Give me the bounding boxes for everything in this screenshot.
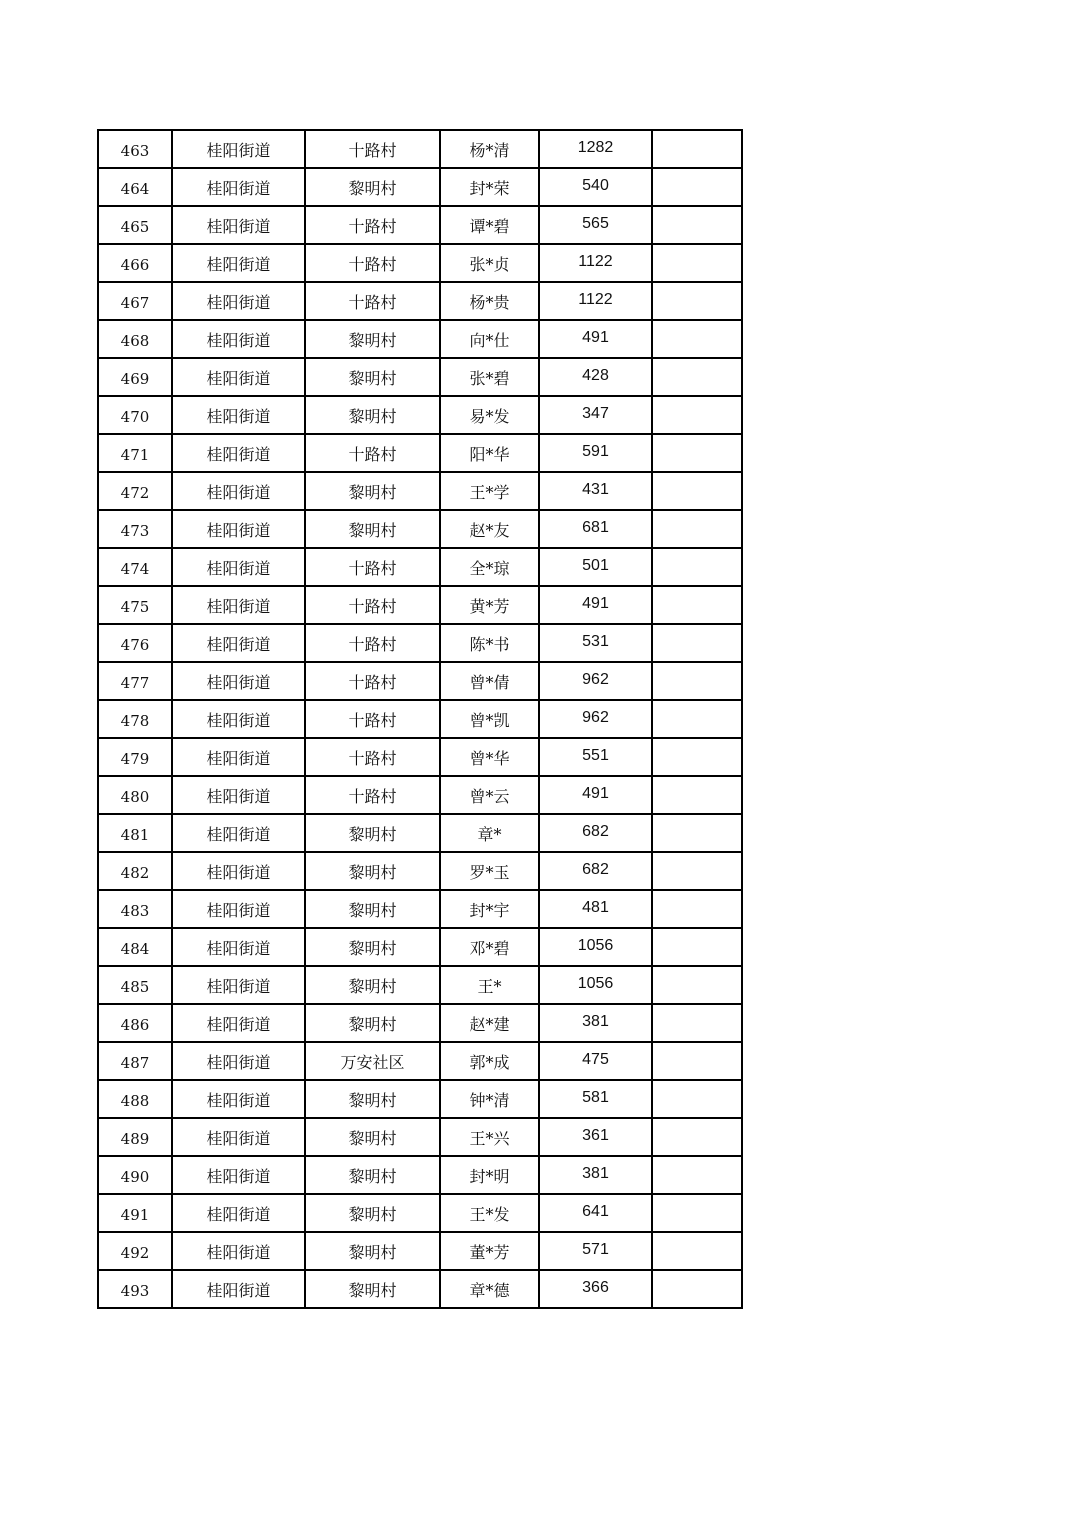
cell-amount: 381: [539, 1004, 652, 1042]
cell-amount: 551: [539, 738, 652, 776]
cell-seq: 472: [98, 472, 172, 510]
cell-street: 桂阳街道: [172, 244, 305, 282]
cell-street: 桂阳街道: [172, 814, 305, 852]
cell-amount: 581: [539, 1080, 652, 1118]
cell-note: [652, 510, 742, 548]
cell-name: 章*: [440, 814, 539, 852]
cell-street: 桂阳街道: [172, 358, 305, 396]
cell-amount: 361: [539, 1118, 652, 1156]
cell-note: [652, 396, 742, 434]
table-row: [98, 510, 742, 548]
table-row: [98, 1004, 742, 1042]
cell-note: [652, 206, 742, 244]
cell-amount: 431: [539, 472, 652, 510]
cell-seq: 467: [98, 282, 172, 320]
cell-seq: 478: [98, 700, 172, 738]
cell-note: [652, 776, 742, 814]
cell-name: 王*学: [440, 472, 539, 510]
table-row: [98, 472, 742, 510]
cell-amount: 1122: [539, 244, 652, 282]
cell-note: [652, 966, 742, 1004]
cell-village: 黎明村: [305, 814, 440, 852]
table-row: [98, 662, 742, 700]
roster-table: [97, 129, 743, 1309]
cell-name: 赵*友: [440, 510, 539, 548]
cell-village: 十路村: [305, 206, 440, 244]
cell-village: 十路村: [305, 130, 440, 168]
cell-note: [652, 358, 742, 396]
table-row: [98, 130, 742, 168]
cell-amount: 491: [539, 586, 652, 624]
cell-name: 封*荣: [440, 168, 539, 206]
cell-amount: 1122: [539, 282, 652, 320]
cell-village: 十路村: [305, 244, 440, 282]
cell-village: 十路村: [305, 282, 440, 320]
cell-note: [652, 1004, 742, 1042]
cell-village: 黎明村: [305, 966, 440, 1004]
cell-village: 黎明村: [305, 1118, 440, 1156]
cell-seq: 490: [98, 1156, 172, 1194]
cell-note: [652, 1270, 742, 1308]
cell-name: 曾*凯: [440, 700, 539, 738]
cell-village: 黎明村: [305, 1156, 440, 1194]
cell-note: [652, 738, 742, 776]
cell-name: 阳*华: [440, 434, 539, 472]
cell-amount: 475: [539, 1042, 652, 1080]
cell-village: 十路村: [305, 586, 440, 624]
cell-note: [652, 168, 742, 206]
cell-name: 封*宇: [440, 890, 539, 928]
cell-seq: 492: [98, 1232, 172, 1270]
table-row: [98, 928, 742, 966]
cell-amount: 1282: [539, 130, 652, 168]
cell-name: 黄*芳: [440, 586, 539, 624]
cell-note: [652, 434, 742, 472]
cell-village: 黎明村: [305, 1194, 440, 1232]
cell-seq: 463: [98, 130, 172, 168]
cell-amount: 962: [539, 700, 652, 738]
cell-village: 黎明村: [305, 320, 440, 358]
cell-amount: 1056: [539, 928, 652, 966]
cell-street: 桂阳街道: [172, 890, 305, 928]
cell-seq: 487: [98, 1042, 172, 1080]
cell-seq: 469: [98, 358, 172, 396]
cell-village: 黎明村: [305, 510, 440, 548]
cell-name: 封*明: [440, 1156, 539, 1194]
table-body: [98, 130, 742, 1308]
cell-seq: 464: [98, 168, 172, 206]
cell-note: [652, 852, 742, 890]
cell-amount: 501: [539, 548, 652, 586]
cell-amount: 531: [539, 624, 652, 662]
cell-village: 十路村: [305, 624, 440, 662]
table-row: [98, 1156, 742, 1194]
table-row: [98, 320, 742, 358]
cell-name: 易*发: [440, 396, 539, 434]
cell-street: 桂阳街道: [172, 1118, 305, 1156]
cell-street: 桂阳街道: [172, 1004, 305, 1042]
cell-seq: 480: [98, 776, 172, 814]
cell-amount: 681: [539, 510, 652, 548]
cell-village: 十路村: [305, 662, 440, 700]
table-row: [98, 244, 742, 282]
cell-village: 十路村: [305, 434, 440, 472]
table-row: [98, 358, 742, 396]
cell-street: 桂阳街道: [172, 548, 305, 586]
table-row: [98, 1080, 742, 1118]
cell-street: 桂阳街道: [172, 1042, 305, 1080]
cell-name: 张*贞: [440, 244, 539, 282]
table-row: [98, 966, 742, 1004]
cell-seq: 477: [98, 662, 172, 700]
table-row: [98, 1194, 742, 1232]
cell-name: 曾*华: [440, 738, 539, 776]
table-row: [98, 282, 742, 320]
cell-amount: 565: [539, 206, 652, 244]
cell-note: [652, 1232, 742, 1270]
cell-note: [652, 1194, 742, 1232]
cell-note: [652, 320, 742, 358]
table-row: [98, 434, 742, 472]
cell-note: [652, 1080, 742, 1118]
cell-village: 黎明村: [305, 1004, 440, 1042]
cell-street: 桂阳街道: [172, 624, 305, 662]
cell-street: 桂阳街道: [172, 1156, 305, 1194]
cell-village: 黎明村: [305, 890, 440, 928]
cell-note: [652, 244, 742, 282]
cell-seq: 479: [98, 738, 172, 776]
table-row: [98, 776, 742, 814]
cell-note: [652, 472, 742, 510]
cell-amount: 481: [539, 890, 652, 928]
table-row: [98, 700, 742, 738]
cell-seq: 483: [98, 890, 172, 928]
cell-note: [652, 586, 742, 624]
cell-village: 黎明村: [305, 928, 440, 966]
cell-amount: 540: [539, 168, 652, 206]
cell-village: 黎明村: [305, 168, 440, 206]
cell-note: [652, 662, 742, 700]
cell-name: 陈*书: [440, 624, 539, 662]
cell-village: 黎明村: [305, 1232, 440, 1270]
cell-seq: 465: [98, 206, 172, 244]
table-row: [98, 1042, 742, 1080]
cell-street: 桂阳街道: [172, 662, 305, 700]
cell-street: 桂阳街道: [172, 510, 305, 548]
cell-name: 谭*碧: [440, 206, 539, 244]
cell-name: 张*碧: [440, 358, 539, 396]
cell-name: 邓*碧: [440, 928, 539, 966]
cell-seq: 470: [98, 396, 172, 434]
cell-seq: 474: [98, 548, 172, 586]
cell-street: 桂阳街道: [172, 586, 305, 624]
cell-seq: 484: [98, 928, 172, 966]
cell-name: 钟*清: [440, 1080, 539, 1118]
cell-village: 十路村: [305, 738, 440, 776]
cell-village: 十路村: [305, 776, 440, 814]
cell-seq: 481: [98, 814, 172, 852]
cell-seq: 476: [98, 624, 172, 662]
cell-name: 罗*玉: [440, 852, 539, 890]
cell-street: 桂阳街道: [172, 776, 305, 814]
cell-name: 曾*倩: [440, 662, 539, 700]
cell-seq: 488: [98, 1080, 172, 1118]
table-row: [98, 206, 742, 244]
cell-street: 桂阳街道: [172, 434, 305, 472]
table-row: [98, 624, 742, 662]
cell-street: 桂阳街道: [172, 966, 305, 1004]
cell-amount: 381: [539, 1156, 652, 1194]
cell-street: 桂阳街道: [172, 472, 305, 510]
cell-street: 桂阳街道: [172, 738, 305, 776]
cell-name: 王*兴: [440, 1118, 539, 1156]
cell-street: 桂阳街道: [172, 282, 305, 320]
cell-village: 黎明村: [305, 852, 440, 890]
cell-name: 董*芳: [440, 1232, 539, 1270]
cell-village: 黎明村: [305, 1270, 440, 1308]
cell-amount: 491: [539, 776, 652, 814]
cell-street: 桂阳街道: [172, 168, 305, 206]
cell-seq: 466: [98, 244, 172, 282]
cell-note: [652, 130, 742, 168]
cell-street: 桂阳街道: [172, 1194, 305, 1232]
table-row: [98, 1118, 742, 1156]
cell-note: [652, 282, 742, 320]
cell-street: 桂阳街道: [172, 130, 305, 168]
cell-name: 王*发: [440, 1194, 539, 1232]
cell-village: 黎明村: [305, 1080, 440, 1118]
cell-name: 章*德: [440, 1270, 539, 1308]
cell-seq: 475: [98, 586, 172, 624]
table-row: [98, 396, 742, 434]
cell-name: 全*琼: [440, 548, 539, 586]
cell-village: 十路村: [305, 700, 440, 738]
cell-name: 杨*贵: [440, 282, 539, 320]
cell-note: [652, 1042, 742, 1080]
cell-note: [652, 548, 742, 586]
cell-seq: 493: [98, 1270, 172, 1308]
cell-note: [652, 814, 742, 852]
table-row: [98, 852, 742, 890]
cell-amount: 1056: [539, 966, 652, 1004]
cell-village: 万安社区: [305, 1042, 440, 1080]
cell-name: 向*仕: [440, 320, 539, 358]
cell-street: 桂阳街道: [172, 1232, 305, 1270]
table-row: [98, 548, 742, 586]
cell-seq: 486: [98, 1004, 172, 1042]
cell-amount: 591: [539, 434, 652, 472]
cell-note: [652, 890, 742, 928]
cell-village: 黎明村: [305, 396, 440, 434]
table-row: [98, 168, 742, 206]
cell-note: [652, 1156, 742, 1194]
cell-amount: 491: [539, 320, 652, 358]
cell-amount: 347: [539, 396, 652, 434]
cell-street: 桂阳街道: [172, 1080, 305, 1118]
cell-street: 桂阳街道: [172, 852, 305, 890]
cell-name: 王*: [440, 966, 539, 1004]
cell-note: [652, 928, 742, 966]
cell-note: [652, 700, 742, 738]
cell-seq: 471: [98, 434, 172, 472]
cell-name: 赵*建: [440, 1004, 539, 1042]
cell-village: 黎明村: [305, 358, 440, 396]
cell-seq: 482: [98, 852, 172, 890]
table-row: [98, 586, 742, 624]
cell-amount: 641: [539, 1194, 652, 1232]
cell-name: 曾*云: [440, 776, 539, 814]
cell-village: 十路村: [305, 548, 440, 586]
cell-note: [652, 1118, 742, 1156]
cell-amount: 962: [539, 662, 652, 700]
cell-street: 桂阳街道: [172, 700, 305, 738]
cell-amount: 428: [539, 358, 652, 396]
cell-amount: 366: [539, 1270, 652, 1308]
cell-seq: 485: [98, 966, 172, 1004]
table-row: [98, 890, 742, 928]
cell-village: 黎明村: [305, 472, 440, 510]
table-row: [98, 814, 742, 852]
cell-seq: 489: [98, 1118, 172, 1156]
cell-name: 郭*成: [440, 1042, 539, 1080]
cell-street: 桂阳街道: [172, 320, 305, 358]
cell-amount: 682: [539, 852, 652, 890]
cell-street: 桂阳街道: [172, 396, 305, 434]
table-row: [98, 1232, 742, 1270]
cell-seq: 491: [98, 1194, 172, 1232]
cell-street: 桂阳街道: [172, 928, 305, 966]
table-row: [98, 1270, 742, 1308]
cell-street: 桂阳街道: [172, 1270, 305, 1308]
cell-note: [652, 624, 742, 662]
cell-amount: 682: [539, 814, 652, 852]
cell-street: 桂阳街道: [172, 206, 305, 244]
cell-name: 杨*清: [440, 130, 539, 168]
cell-seq: 473: [98, 510, 172, 548]
cell-amount: 571: [539, 1232, 652, 1270]
cell-seq: 468: [98, 320, 172, 358]
table-row: [98, 738, 742, 776]
